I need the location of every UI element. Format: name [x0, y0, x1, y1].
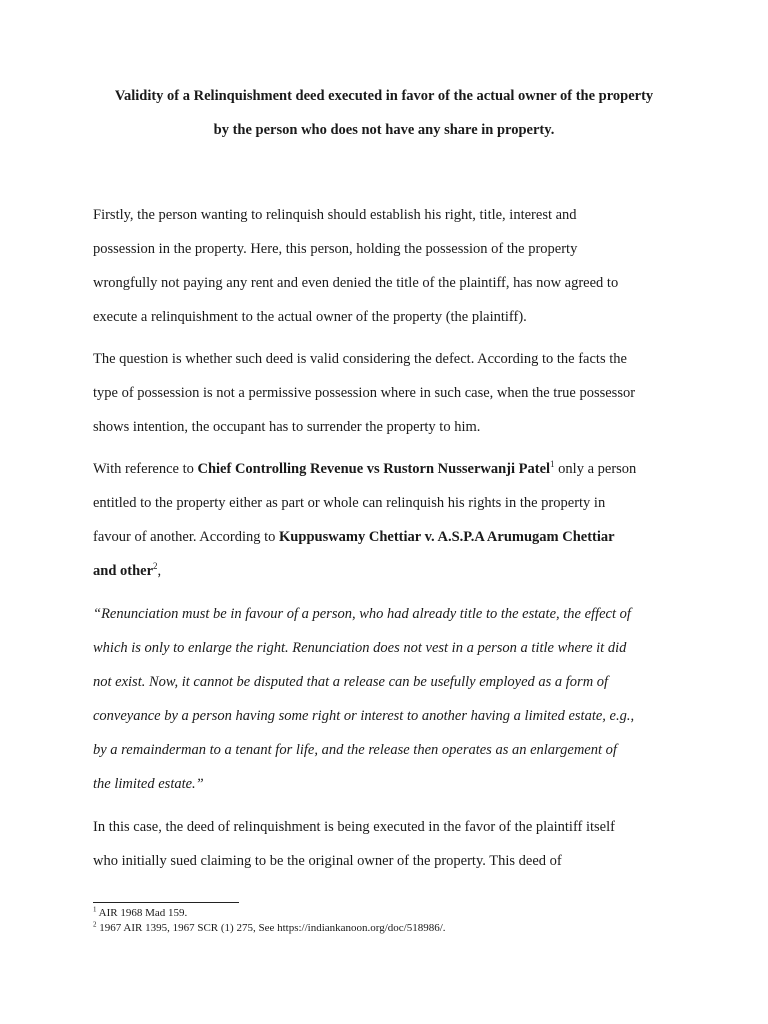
quote-line: which is only to enlarge the right. Renunciation does not vest in a person a title where it did: [93, 640, 627, 656]
footnote-separator: [93, 902, 239, 903]
footnote-number: 1: [93, 905, 97, 914]
paragraph-2: [93, 342, 683, 444]
case-citation-1: Chief Controlling Revenue vs Rustorn Nusserwanji Patel: [197, 461, 551, 477]
document-title-line-2: by the person who does not have any share in property.: [213, 122, 555, 138]
paragraph-line: who initially sued claiming to be the original owner of the property. This deed of: [93, 853, 562, 869]
footnote-number: 2: [93, 920, 97, 929]
quote-line: the limited estate.”: [93, 776, 204, 792]
text-run: favour of another. According to: [93, 529, 280, 545]
case-citation-2-cont: and other: [93, 563, 154, 579]
quote-line: by a remainderman to a tenant for life, and the release then operates as an enlargement of: [93, 742, 617, 758]
paragraph-line: entitled to the property either as part or whole can relinquish his rights in the property in: [93, 495, 606, 511]
footnote-2: [93, 921, 446, 936]
paragraph-line: The question is whether such deed is valid considering the defect. According to the facts the: [93, 351, 627, 367]
paragraph-line: execute a relinquishment to the actual owner of the property (the plaintiff).: [93, 309, 527, 325]
footnotes: [93, 906, 446, 936]
paragraph-1: [93, 198, 683, 334]
footnote-ref-1[interactable]: 1: [550, 459, 555, 470]
footnote-1: [93, 906, 446, 921]
quote-line: conveyance by a person having some right or interest to another having a limited estate, e.g.,: [93, 708, 635, 724]
text-run: ,: [157, 563, 162, 579]
paragraph-line: [93, 452, 683, 486]
paragraph-line: possession in the property. Here, this person, holding the possession of the property: [93, 241, 578, 257]
paragraph-line: wrongfully not paying any rent and even denied the title of the plaintiff, has now agreed to: [93, 275, 619, 291]
text-run: only a person: [554, 461, 637, 477]
text-run: With reference to: [93, 461, 198, 477]
footnote-text[interactable]: 1967 AIR 1395, 1967 SCR (1) 275, See https://indiankanoon.org/doc/518986/.: [96, 922, 446, 934]
block-quote: [93, 597, 683, 801]
quote-line: “Renunciation must be in favour of a person, who had already title to the estate, the effect of: [93, 606, 631, 622]
quote-line: not exist. Now, it cannot be disputed that a release can be usefully employed as a form of: [93, 674, 609, 690]
paragraph-line: In this case, the deed of relinquishment is being executed in the favor of the plaintiff itself: [93, 819, 615, 835]
paragraph-line: type of possession is not a permissive possession where in such case, when the true possessor: [93, 385, 636, 401]
case-citation-2: Kuppuswamy Chettiar v. A.S.P.A Arumugam Chettiar: [279, 529, 615, 545]
paragraph-4: [93, 810, 683, 878]
paragraph-line: [93, 520, 683, 554]
paragraph-3: [93, 452, 683, 588]
paragraph-line: [93, 554, 683, 588]
footnote-text: AIR 1968 Mad 159.: [96, 907, 188, 919]
paragraph-line: shows intention, the occupant has to surrender the property to him.: [93, 419, 481, 435]
paragraph-line: Firstly, the person wanting to relinquish should establish his right, title, interest and: [93, 207, 577, 223]
footnote-ref-2[interactable]: 2: [153, 561, 158, 572]
document-title-line-1: Validity of a Relinquishment deed executed in favor of the actual owner of the property: [114, 88, 654, 104]
